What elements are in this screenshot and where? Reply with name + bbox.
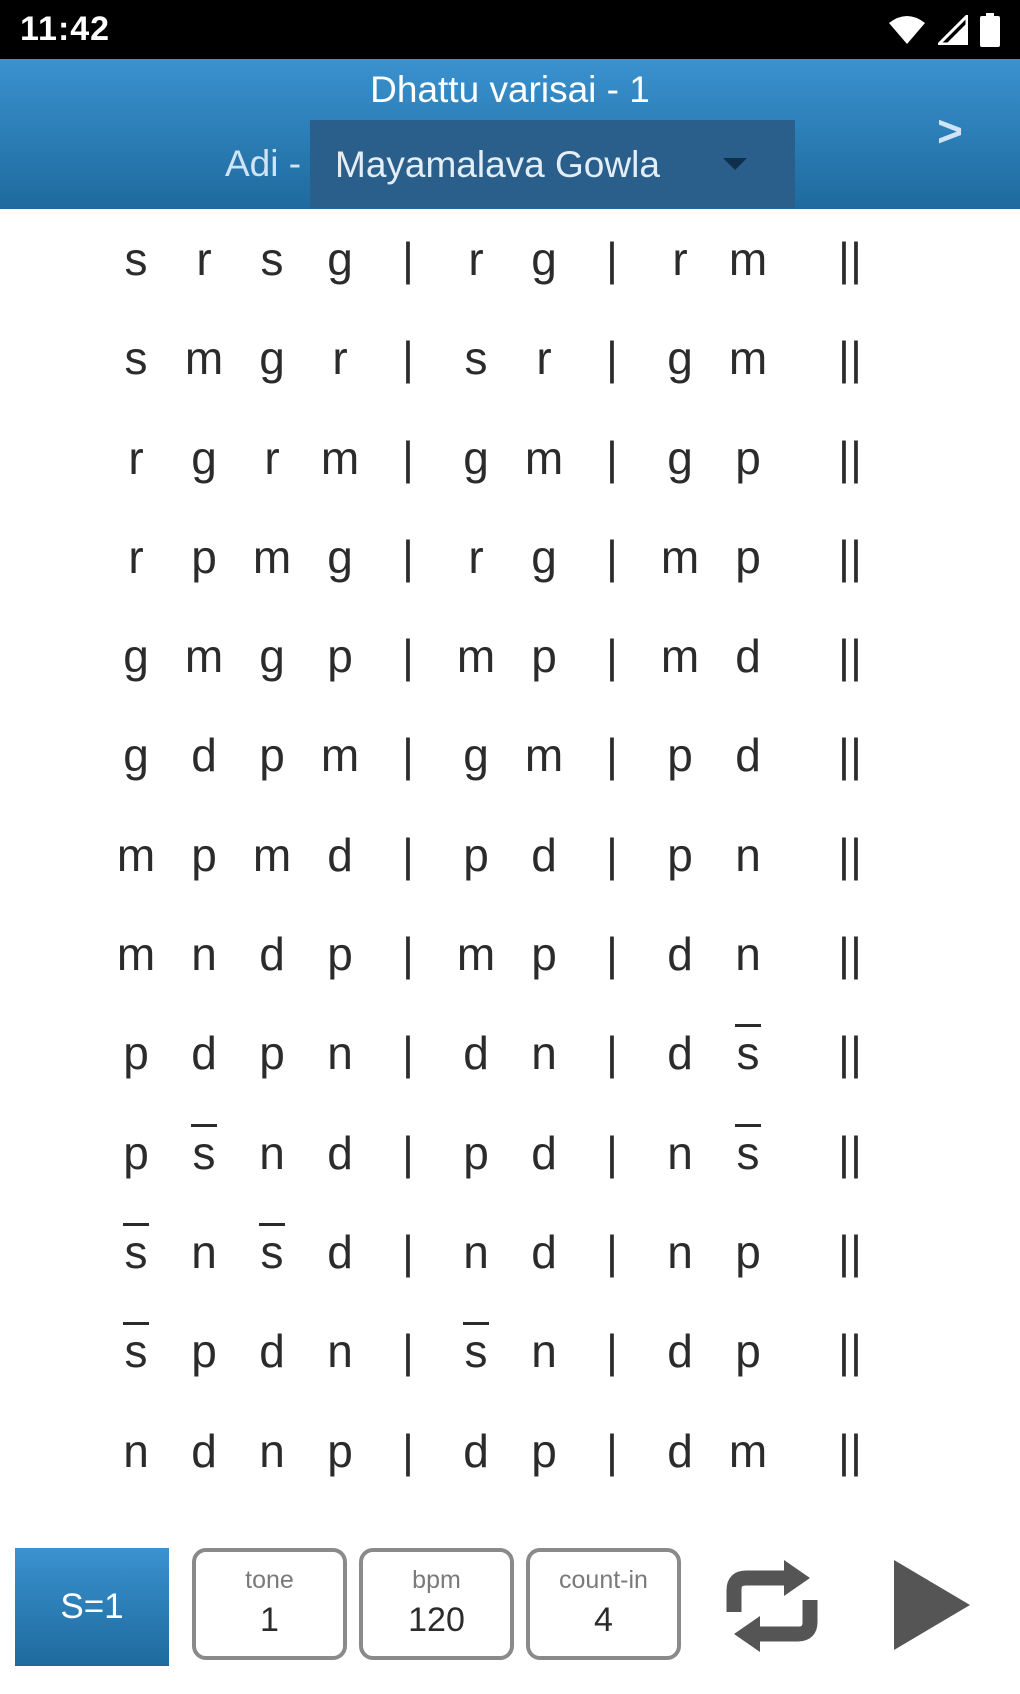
swara-note: p [667,729,693,782]
swara-note: n [667,1126,693,1179]
swara-note: n [463,1225,489,1278]
swara-note: p [463,828,489,881]
anga-bar: | [402,1325,414,1378]
swara-note: g [463,729,489,782]
swara-note: p [327,630,353,683]
avartanam-bar: || [838,530,862,583]
swara-note: g [463,431,489,484]
swara-note: r [468,530,484,583]
swara-note: p [463,1126,489,1179]
swara-note: r [332,332,348,385]
swara-note: m [660,630,700,683]
swara-note: d [327,828,353,881]
swara-note: d [735,729,761,782]
tone-label: tone [245,1566,294,1594]
swara-note: m [252,530,292,583]
avartanam-bar: || [838,630,862,683]
swara-note: d [667,1424,693,1477]
anga-bar: | [606,233,618,285]
swara-note: g [531,233,557,285]
swara-note: g [259,630,285,683]
swara-note: r [196,233,212,285]
swara-note: p [191,530,217,583]
swara-note: r [264,431,280,484]
swara-note: p [327,1424,353,1477]
swara-note: p [531,928,557,981]
bpm-control[interactable] [359,1548,514,1660]
status-icons [888,12,1000,48]
swara-note: d [667,1325,693,1378]
tala-label: Adi - [225,143,302,184]
swara-note: d [327,1126,353,1179]
swara-note: n [531,1325,557,1378]
swara-note: p [735,431,761,484]
status-bar [0,0,1020,59]
notation-row [0,806,1020,905]
avartanam-bar: || [838,233,862,285]
swara-note: m [184,630,224,683]
anga-bar: | [606,431,618,484]
shruti-button[interactable]: S=1 [15,1548,169,1666]
swara-note: m [456,630,496,683]
swara-note: m [728,233,768,285]
swara-note: d [531,1225,557,1278]
raga-selected-value: Mayamalava Gowla [335,144,660,185]
notation-row [0,905,1020,1004]
swara-note: n [735,828,761,881]
repeat-button[interactable] [720,1556,824,1656]
avartanam-bar: || [838,332,862,385]
notation-row [0,706,1020,805]
swara-note: m [116,828,156,881]
anga-bar: | [606,1126,618,1179]
notation-grid [0,210,1020,1501]
notation-row [0,309,1020,408]
anga-bar: | [402,233,414,285]
swara-note: g [191,431,217,484]
tone-value: 1 [260,1601,279,1639]
swara-note: n [191,1225,217,1278]
swara-note: g [327,233,353,285]
swara-note: d [191,1424,217,1477]
page-title: Dhattu varisai - 1 [370,69,650,110]
swara-note: n [327,1325,353,1378]
swara-note: n [531,1027,557,1080]
swara-note: s [232,1225,312,1279]
count-in-control[interactable] [526,1548,681,1660]
swara-note: g [667,431,693,484]
swara-note: s [124,332,148,385]
swara-note: d [531,828,557,881]
swara-note: p [191,1325,217,1378]
swara-note: s [164,1126,244,1180]
count-in-label: count-in [559,1566,648,1594]
notation-row [0,1402,1020,1501]
swara-note: p [123,1126,149,1179]
swara-note: p [123,1027,149,1080]
swara-note: m [320,729,360,782]
wifi-icon [888,15,926,45]
avartanam-bar: || [838,1225,862,1278]
swara-note: s [436,1324,516,1378]
swara-note: s [96,1324,176,1378]
anga-bar: | [606,1225,618,1278]
swara-note: s [708,1126,788,1180]
anga-bar: | [402,828,414,881]
anga-bar: | [402,530,414,583]
swara-note: m [252,828,292,881]
swara-note: p [735,530,761,583]
swara-note: d [667,1027,693,1080]
swara-note: g [259,332,285,385]
header [0,59,1020,209]
swara-note: m [184,332,224,385]
swara-note: d [463,1424,489,1477]
anga-bar: | [606,928,618,981]
swara-note: p [259,729,285,782]
notation-row [0,210,1020,309]
swara-note: n [735,928,761,981]
avartanam-bar: || [838,431,862,484]
swara-note: p [259,1027,285,1080]
swara-note: p [735,1325,761,1378]
swara-note: s [96,1225,176,1279]
swara-note: d [735,630,761,683]
anga-bar: | [606,729,618,782]
swara-note: p [735,1225,761,1278]
anga-bar: | [606,828,618,881]
anga-bar: | [402,729,414,782]
notation-row [0,607,1020,706]
swara-note: m [660,530,700,583]
anga-bar: | [606,1325,618,1378]
avartanam-bar: || [838,1424,862,1477]
anga-bar: | [402,332,414,385]
swara-note: s [124,233,148,285]
swara-note: g [123,729,149,782]
swara-note: m [456,928,496,981]
swara-note: n [327,1027,353,1080]
swara-note: d [191,729,217,782]
anga-bar: | [402,928,414,981]
swara-note: r [128,530,144,583]
anga-bar: | [606,1027,618,1080]
swara-note: d [191,1027,217,1080]
anga-bar: | [402,1225,414,1278]
anga-bar: | [402,1424,414,1477]
anga-bar: | [402,1027,414,1080]
notation-row [0,1203,1020,1302]
swara-note: s [464,332,488,385]
swara-note: r [468,233,484,285]
chevron-down-icon [723,158,747,170]
swara-note: n [259,1126,285,1179]
notation-row [0,1302,1020,1401]
swara-note: m [116,928,156,981]
swara-note: n [123,1424,149,1477]
play-icon [892,1558,972,1652]
notation-row [0,508,1020,607]
swara-note: p [531,630,557,683]
avartanam-bar: || [838,729,862,782]
swara-note: d [259,928,285,981]
anga-bar: | [606,530,618,583]
anga-bar: | [606,630,618,683]
swara-note: p [667,828,693,881]
play-button[interactable] [892,1558,972,1652]
tone-control[interactable] [192,1548,347,1660]
anga-bar: | [606,1424,618,1477]
avartanam-bar: || [838,828,862,881]
swara-note: m [524,729,564,782]
swara-note: n [259,1424,285,1477]
swara-note: m [728,332,768,385]
swara-note: d [463,1027,489,1080]
swara-note: n [191,928,217,981]
swara-note: g [531,530,557,583]
count-in-value: 4 [594,1601,613,1639]
swara-note: d [259,1325,285,1378]
swara-note: p [191,828,217,881]
anga-bar: | [402,431,414,484]
notation-row [0,409,1020,508]
swara-note: r [536,332,552,385]
swara-note: p [531,1424,557,1477]
notation-row [0,1004,1020,1103]
anga-bar: | [402,630,414,683]
anga-bar: | [606,332,618,385]
avartanam-bar: || [838,1325,862,1378]
avartanam-bar: || [838,1027,862,1080]
swara-note: s [260,233,284,285]
status-time: 11:42 [20,10,111,48]
swara-note: d [667,928,693,981]
bpm-label: bpm [412,1566,461,1594]
swara-note: m [524,431,564,484]
avartanam-bar: || [838,1126,862,1179]
next-button[interactable]: > [937,107,963,156]
swara-note: g [327,530,353,583]
swara-note: s [708,1026,788,1080]
signal-icon [938,15,968,45]
swara-note: p [327,928,353,981]
swara-note: g [667,332,693,385]
avartanam-bar: || [838,928,862,981]
swara-note: d [327,1225,353,1278]
repeat-icon [720,1556,824,1656]
raga-dropdown[interactable] [310,120,795,208]
bpm-value: 120 [408,1601,465,1639]
notation-row [0,1104,1020,1203]
swara-note: m [728,1424,768,1477]
swara-note: m [320,431,360,484]
swara-note: n [667,1225,693,1278]
swara-note: r [128,431,144,484]
battery-icon [980,13,1000,47]
swara-note: d [531,1126,557,1179]
anga-bar: | [402,1126,414,1179]
swara-note: g [123,630,149,683]
control-bar [0,1548,1020,1694]
swara-note: r [672,233,688,285]
